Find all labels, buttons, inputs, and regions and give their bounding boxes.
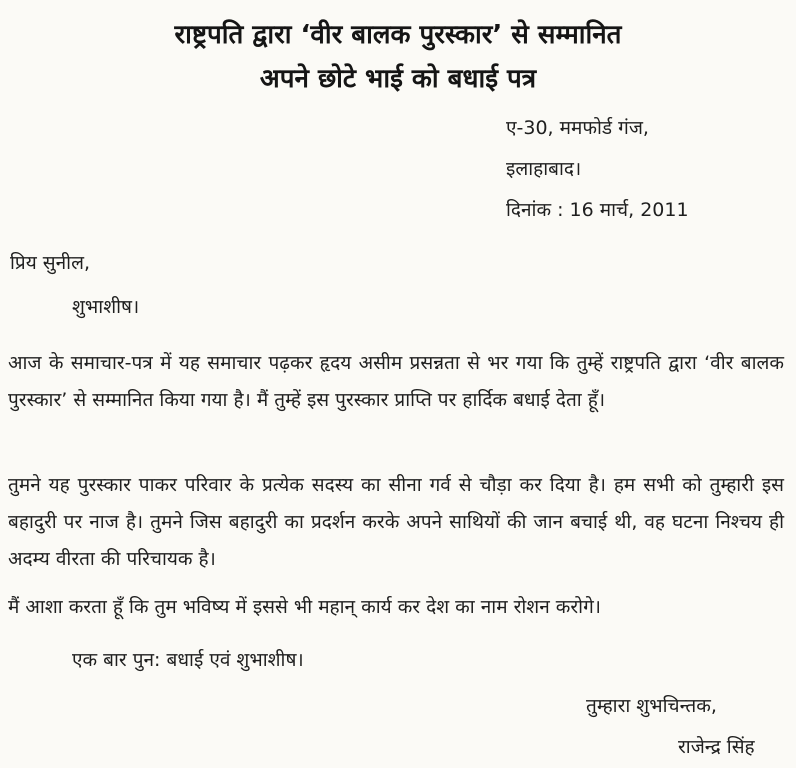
body-paragraph-3: मैं आशा करता हूँ कि तुम भविष्य में इससे भी महान् कार्य कर देश का नाम रोशन करोगे। [8, 596, 601, 618]
letter-title-line2: अपने छोटे भाई को बधाई पत्र [259, 64, 537, 94]
valediction: तुम्हारा शुभचिन्तक, [586, 695, 717, 717]
blessing: शुभाशीष। [72, 296, 140, 318]
sender-address-line2: इलाहाबाद। [506, 158, 582, 180]
letter-date: दिनांक : 16 मार्च, 2011 [506, 199, 689, 221]
body-paragraph-2: तुमने यह पुरस्कार पाकर परिवार के प्रत्येक सदस्य का सीना गर्व से चौड़ा कर दिया है। हम सभी को तुम्हारी इस बहादुरी पर नाज है। तुमने जिस बहादुरी का प्रदर्शन करके अपने साथियों की जान बचाई थी, वह घटना निश्चय ही अदम्य वीरता की परिचायक है। [8, 474, 784, 570]
letter-title-line1: राष्ट्रपति द्वारा ‘वीर बालक पुरस्कार’ से सम्मानित [174, 20, 622, 50]
salutation: प्रिय सुनील, [10, 252, 91, 274]
closing-line: एक बार पुन: बधाई एवं शुभाशीष। [72, 649, 304, 671]
signature: राजेन्द्र सिंह [678, 736, 755, 758]
body-paragraph-1: आज के समाचार-पत्र में यह समाचार पढ़कर हृदय असीम प्रसन्नता से भर गया कि तुम्हें राष्ट्रपति द्वारा ‘वीर बालक पुरस्कार’ से सम्मानित किया गया है। मैं तुम्हें इस पुरस्कार प्राप्ति पर हार्दिक बधाई देता हूँ। [8, 352, 784, 411]
sender-address-line1: ए-30, ममफोर्ड गंज, [506, 117, 649, 139]
